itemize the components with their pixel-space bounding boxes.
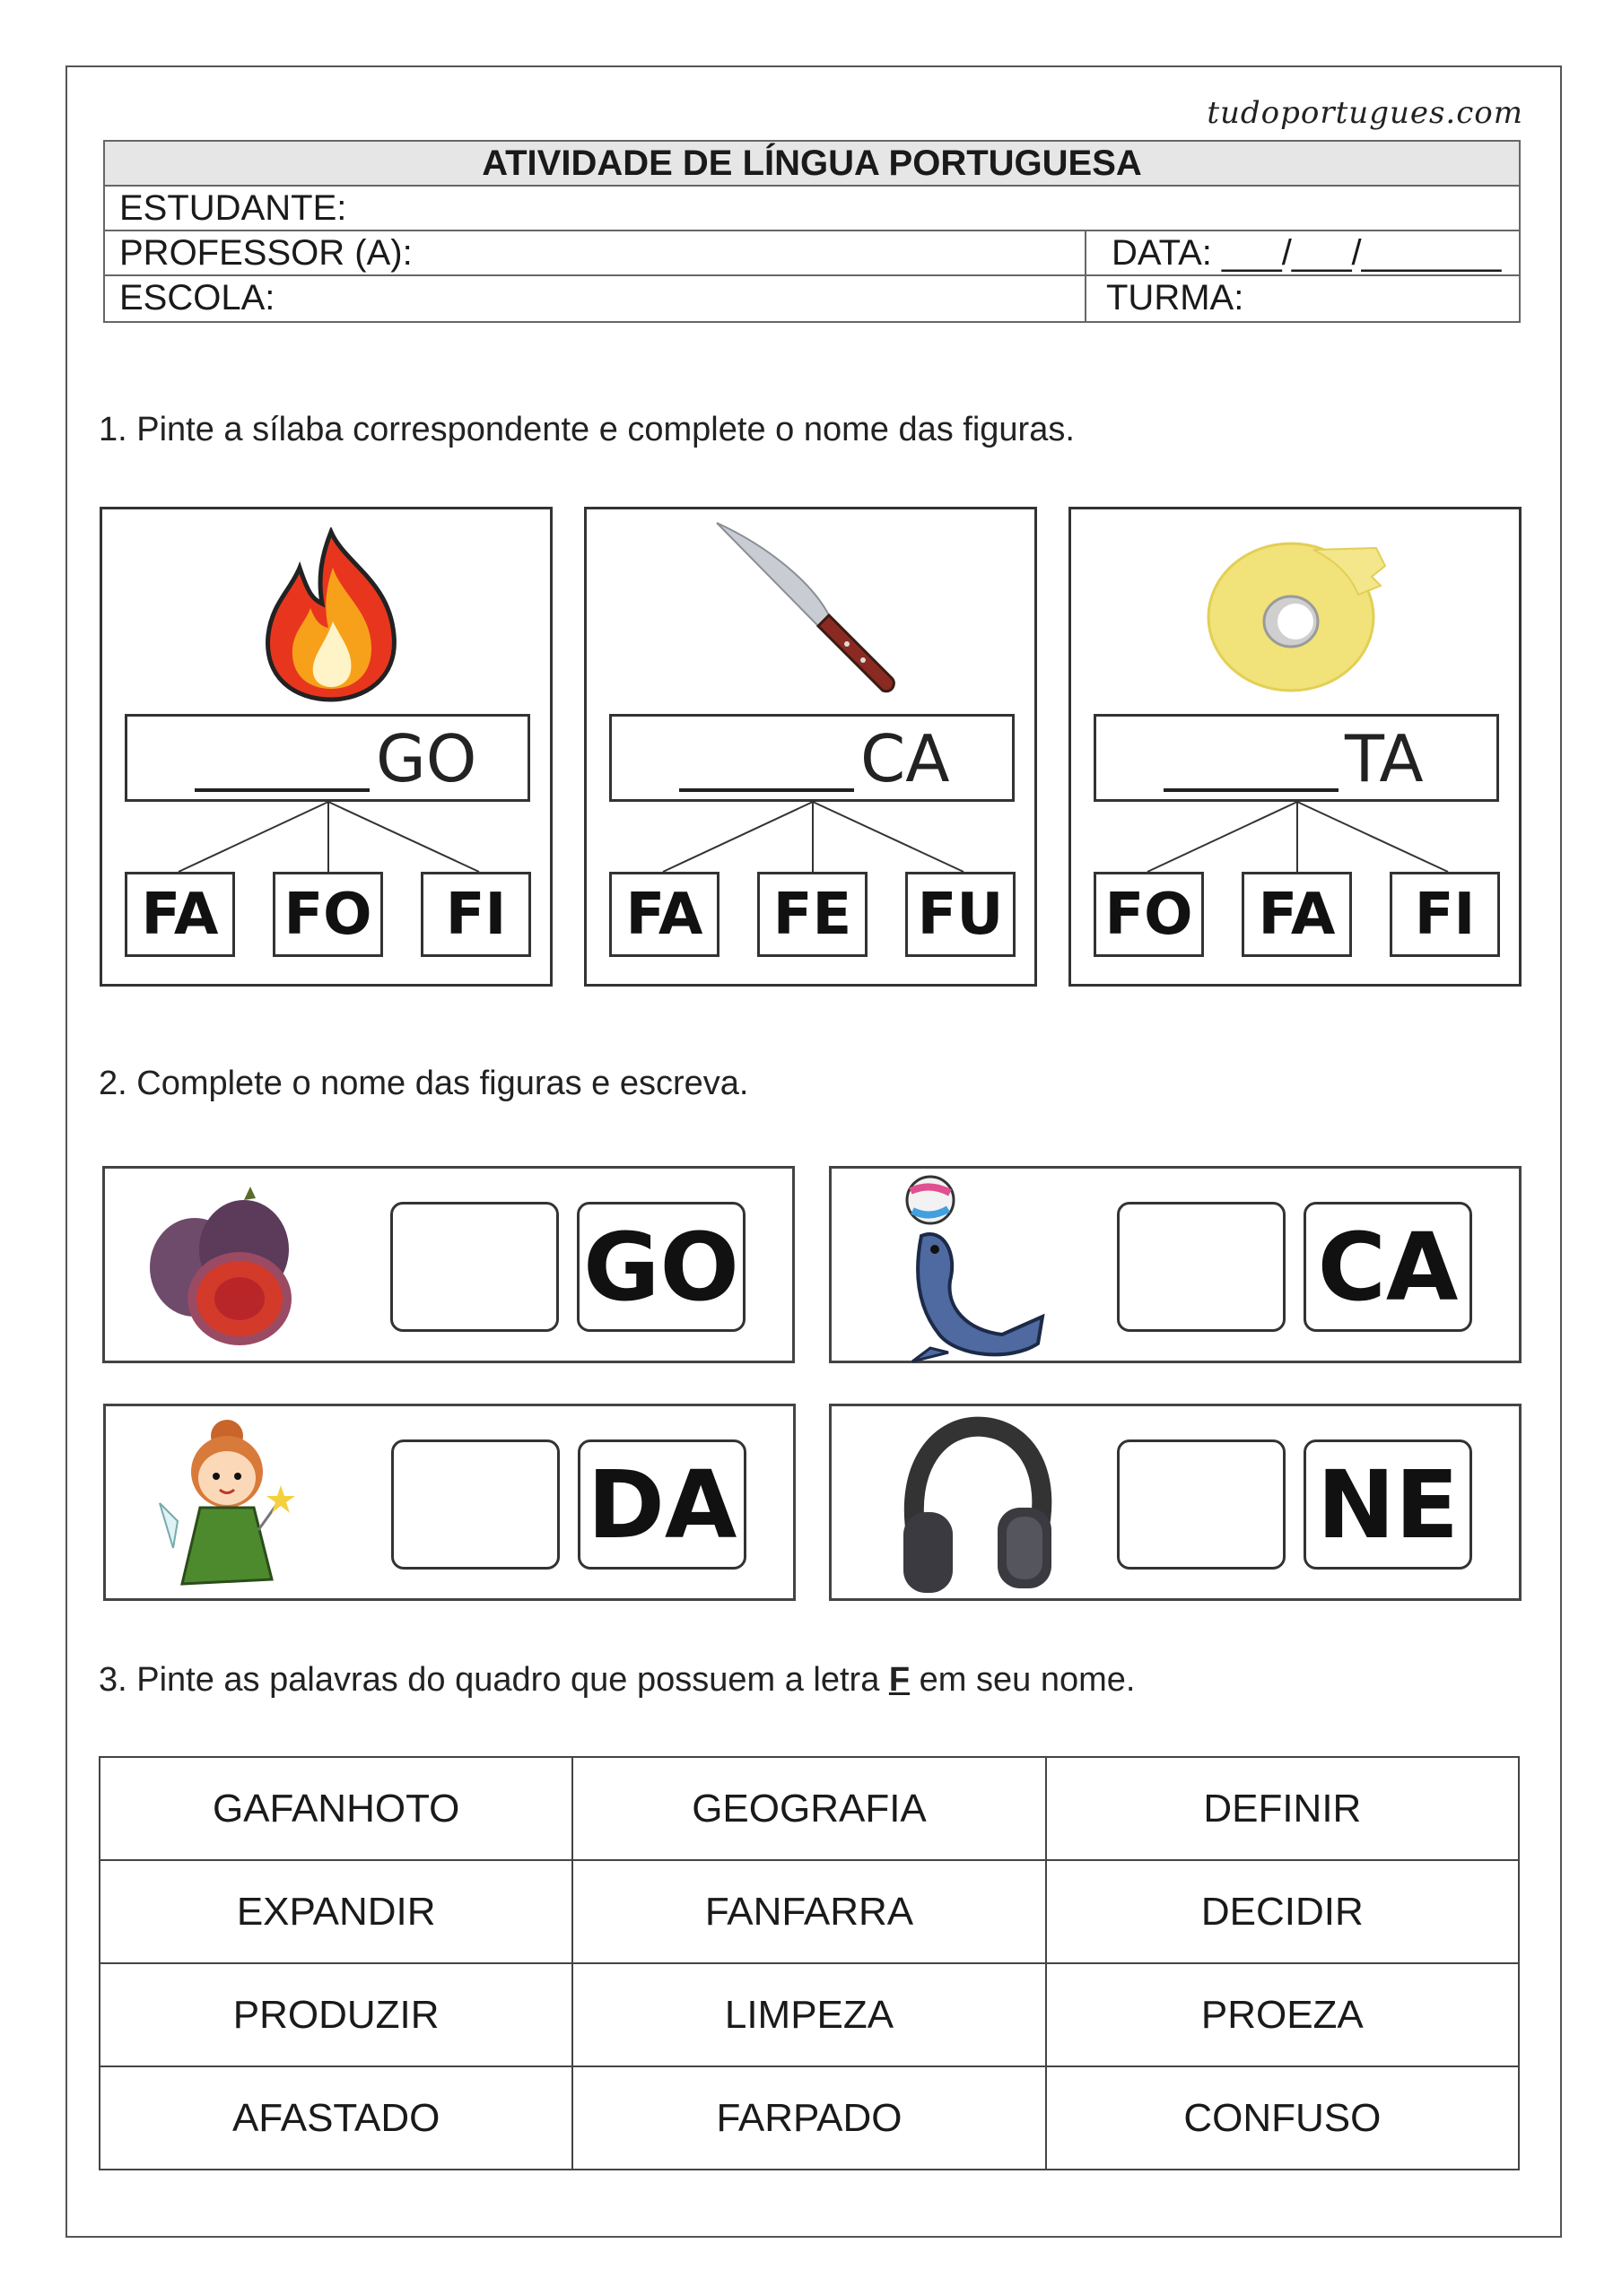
date-label: DATA: ___/___/_______ <box>1112 233 1502 273</box>
word-cell: CONFUSO <box>1046 2066 1519 2170</box>
class-label: TURMA: <box>1106 278 1244 317</box>
syllable-box: NE <box>1304 1439 1472 1570</box>
table-row <box>100 2066 1519 2170</box>
exercise2-card <box>103 1404 796 1601</box>
school-row <box>105 276 1519 321</box>
syllable-box: CA <box>1304 1202 1472 1332</box>
highlight-letter: F <box>888 1661 911 1699</box>
fairy-icon <box>146 1413 303 1602</box>
word-suffix: TA <box>1345 721 1424 796</box>
exercise1-card <box>584 507 1037 987</box>
syllable-box: DA <box>578 1439 746 1570</box>
student-label: ESTUDANTE: <box>119 188 347 228</box>
exercise1-instruction: 1. Pinte a sílaba correspondente e complete o nome das figuras. <box>99 411 1075 448</box>
blank-syllable-box <box>390 1202 559 1332</box>
blank-syllable-box <box>1117 1439 1286 1570</box>
word-cell: AFASTADO <box>100 2066 572 2170</box>
table-row <box>100 1757 1519 1860</box>
syllable-option: FI <box>421 872 531 957</box>
exercise3-instruction: 3. Pinte as palavras do quadro que possuem a letra F em seu nome. <box>99 1661 1136 1699</box>
exercise2-instruction: 2. Complete o nome das figuras e escreva. <box>99 1065 749 1102</box>
word-suffix: CA <box>860 721 950 796</box>
word-cell: DEFINIR <box>1046 1757 1519 1860</box>
syllable-option: FA <box>1242 872 1352 957</box>
syllable-option: FE <box>757 872 868 957</box>
table-row <box>100 1860 1519 1963</box>
exercise2-card <box>829 1404 1522 1601</box>
teacher-label: PROFESSOR (A): <box>119 233 413 273</box>
word-cell: DECIDIR <box>1046 1860 1519 1963</box>
school-label: ESCOLA: <box>119 278 275 317</box>
blank-syllable-box <box>391 1439 560 1570</box>
exercise2-card <box>829 1166 1522 1363</box>
word-table <box>99 1756 1520 2170</box>
word-cell: GAFANHOTO <box>100 1757 572 1860</box>
headphones-icon <box>894 1413 1056 1597</box>
fig-fruit-icon <box>141 1182 302 1352</box>
word-cell: EXPANDIR <box>100 1860 572 1963</box>
syllable-option: FI <box>1390 872 1500 957</box>
exercise2-card <box>102 1166 795 1363</box>
worksheet-title: ATIVIDADE DE LÍNGUA PORTUGUESA <box>105 142 1519 187</box>
seal-icon <box>894 1173 1051 1366</box>
syllable-option: FO <box>273 872 383 957</box>
table-row <box>100 1963 1519 2066</box>
word-cell: LIMPEZA <box>572 1963 1045 2066</box>
blank-syllable-box <box>1117 1202 1286 1332</box>
teacher-row <box>105 231 1519 276</box>
syllable-option: FA <box>125 872 235 957</box>
header-table <box>103 140 1521 323</box>
word-suffix: GO <box>376 721 477 796</box>
word-cell: GEOGRAFIA <box>572 1757 1045 1860</box>
syllable-option: FU <box>905 872 1016 957</box>
syllable-option: FA <box>609 872 719 957</box>
syllable-option: FO <box>1094 872 1204 957</box>
site-watermark: tudoportugues.com <box>1207 95 1523 131</box>
word-cell: PROEZA <box>1046 1963 1519 2066</box>
syllable-box: GO <box>577 1202 746 1332</box>
word-cell: PRODUZIR <box>100 1963 572 2066</box>
exercise1-card <box>1068 507 1522 987</box>
exercise1-card <box>100 507 553 987</box>
word-cell: FANFARRA <box>572 1860 1045 1963</box>
word-cell: FARPADO <box>572 2066 1045 2170</box>
student-row <box>105 187 1519 231</box>
